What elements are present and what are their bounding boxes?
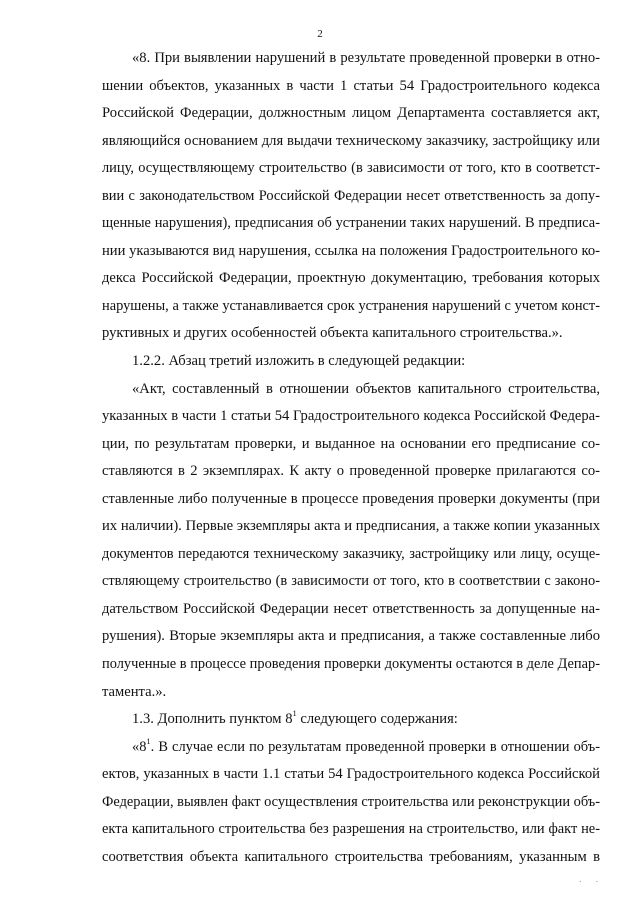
text-line-main: дательством Российской Федерации несет ответственность за допущенные на-: [102, 600, 600, 617]
text-line-main: 1.3. Дополнить пунктом 8: [132, 711, 293, 728]
text-line: [102, 486, 600, 514]
scan-corner-marks: . .: [579, 874, 604, 884]
text-line-continuation: . В случае если по результатам проведенной проверки в отношении объ-: [150, 738, 600, 755]
text-line-main: щенные нарушения), предписания об устранении таких нарушений. В предписа-: [102, 215, 600, 232]
text-line-main: нарушены, а также устанавливается срок устранения нарушений с учетом конст-: [102, 297, 600, 314]
text-line-main: шении объектов, указанных в части 1 статьи 54 Градостроительного кодекса: [102, 77, 600, 94]
text-line-main: ектов, указанных в части 1.1 статьи 54 Градостроительного кодекса Российской: [102, 766, 600, 783]
page-number: 2: [317, 28, 323, 40]
text-line: [102, 238, 600, 266]
text-line: [102, 100, 600, 128]
text-line-main: декса Российской Федерации, проектную документацию, требования которых: [102, 270, 600, 287]
text-line-main: «8. При выявлении нарушений в результате проведенной проверки в отно-: [132, 50, 600, 66]
text-line-main: руктивных и других особенностей объекта капитального строительства.».: [102, 325, 563, 342]
text-line-main: лицу, осуществляющему строительство (в зависимости от того, кто в соответст-: [102, 160, 600, 177]
text-line-main: ставленные либо полученные в процессе проведения проверки документы (при: [102, 490, 600, 507]
text-line: [102, 596, 600, 624]
text-line-main: указанных в части 1 статьи 54 Градостроительного кодекса Российской Федера-: [102, 408, 600, 425]
text-line: [102, 623, 600, 651]
superscript: 1: [292, 708, 297, 719]
text-line: [102, 431, 600, 459]
text-line-main: ции, по результатам проверки, и выданное на основании его предписание со-: [102, 435, 600, 452]
text-line: [102, 458, 600, 486]
text-line: [102, 761, 600, 789]
text-line-main: вии с законодательством Российской Федерации несет ответственность за допу-: [102, 187, 600, 204]
text-line: [102, 348, 600, 376]
text-line: [102, 128, 600, 156]
text-line-main: нии указываются вид нарушения, ссылка на положения Градостроительного ко-: [102, 242, 600, 259]
text-line: [102, 376, 600, 404]
text-line: [102, 155, 600, 183]
text-line: [102, 706, 600, 734]
text-line-main: 1.2.2. Абзац третий изложить в следующей редакции:: [132, 353, 466, 370]
text-line-main: тамента.».: [102, 683, 167, 700]
text-line: [102, 816, 600, 844]
text-line: [102, 651, 600, 679]
text-line-main: рушения). Вторые экземпляры акта и предписания, а также составленные либо: [102, 628, 600, 645]
text-line: [102, 789, 600, 817]
text-line: [102, 293, 600, 321]
text-line: [102, 513, 600, 541]
text-line: [102, 568, 600, 596]
text-line-main: документов передаются техническому заказчику, застройщику или лицу, осуще-: [102, 545, 600, 562]
text-line: [102, 541, 600, 569]
text-line-main: Федерации, выявлен факт осуществления строительства или реконструкции объ-: [102, 793, 601, 810]
text-line: [102, 73, 600, 101]
text-line-main: являющийся основанием для выдачи техническому заказчику, застройщику или: [102, 132, 600, 149]
text-line-continuation: следующего содержания:: [296, 711, 458, 728]
text-line: [102, 265, 600, 293]
text-line: [102, 320, 600, 348]
superscript: 1: [146, 735, 151, 746]
text-line-main: «Акт, составленный в отношении объектов капитального строительства,: [132, 380, 600, 397]
text-line: [102, 45, 600, 73]
text-line: [102, 679, 600, 707]
text-line-main: полученные в процессе проведения проверки документы остаются в деле Депар-: [102, 656, 600, 673]
text-line-main: соответствия объекта капитального строительства требованиям, указанным в: [102, 848, 600, 865]
text-line-main: ствляющему строительство (в зависимости от того, кто в соответствии с законо-: [102, 573, 600, 590]
text-line-main: Российской Федерации, должностным лицом Департамента составляется акт,: [102, 105, 600, 122]
text-line: [102, 183, 600, 211]
text-line-main: ставляются в 2 экземплярах. К акту о проведенной проверке прилагаются со-: [102, 463, 600, 480]
text-line: [102, 734, 600, 762]
text-line-main: «8: [132, 738, 147, 755]
text-line: [102, 210, 600, 238]
text-line-main: их наличии). Первые экземпляры акта и предписания, а также копии указанных: [102, 518, 600, 535]
document-body: [102, 45, 600, 871]
text-line: [102, 844, 600, 872]
text-line: [102, 403, 600, 431]
text-line-main: екта капитального строительства без разрешения на строительство, или факт не-: [102, 821, 600, 838]
